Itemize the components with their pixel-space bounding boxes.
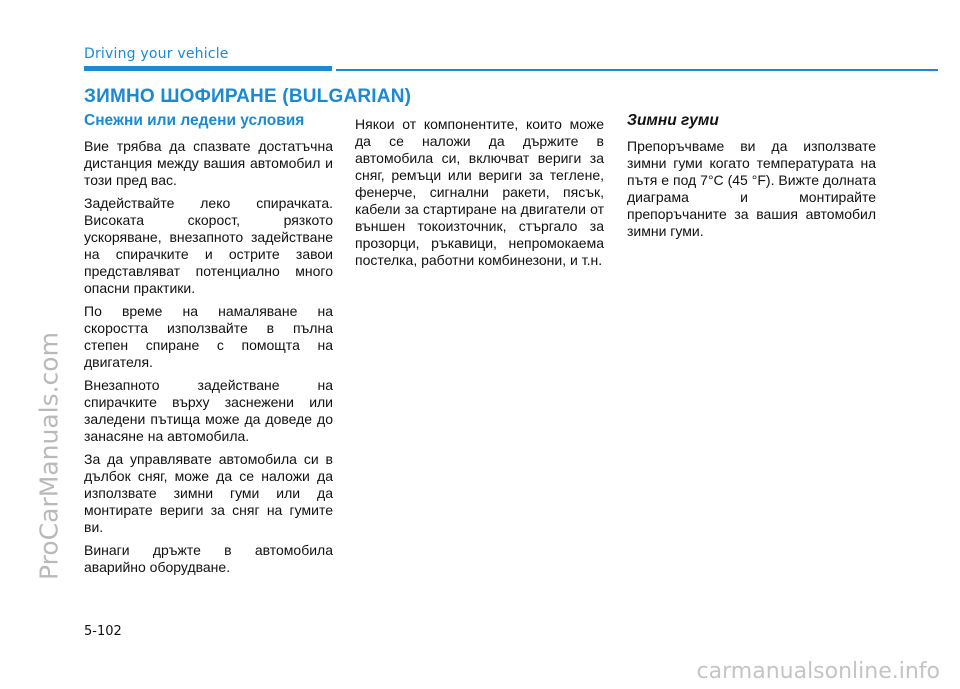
paragraph: Препоръчваме ви да използвате зимни гуми когато температурата на пътя е под 7°C (45 °F). Вижте долната диаграма и монтирайте препоръчаните за вашия автомобил зимни гуми.	[627, 138, 876, 239]
paragraph: Задействайте леко спирачката. Високата скорост, рязкото ускоряване, внезапното задействане на спирачките и острите завои представляват потенциално много опасни практики.	[84, 195, 333, 296]
chapter-title: Driving your vehicle	[84, 46, 229, 62]
page-number: 5-102	[84, 624, 122, 639]
paragraph: Внезапното задействане на спирачките върху заснежени или заледени пътища може да доведе до занасяне на автомобила.	[84, 377, 333, 444]
subheading-snow-ice: Снежни или ледени условия	[84, 112, 305, 129]
chapter-bar-thin	[336, 69, 938, 71]
paragraph: Вие трябва да спазвате достатъчна дистанция между вашия автомобил и този пред вас.	[84, 138, 333, 188]
paragraph: За да управлявате автомобила си в дълбок сняг, може да се наложи да използвате зимни гуми или да монтирате вериги за сняг на гумите ви.	[84, 451, 333, 535]
text-column-2	[355, 116, 604, 275]
paragraph: Винаги дръжте в автомобила аварийно оборудване.	[84, 542, 333, 575]
section-title: ЗИМНО ШОФИРАНЕ (BULGARIAN)	[84, 86, 412, 107]
chapter-bar-thick	[84, 66, 332, 71]
bottom-watermark: carmanualsonline.info	[696, 659, 940, 684]
paragraph: По време на намаляване на скоростта използвайте в пълна степен спиране с помощта на двигателя.	[84, 303, 333, 370]
side-watermark: ProCarManuals.com	[34, 332, 64, 580]
paragraph: Някои от компонентите, които може да се наложи да държите в автомобила си, включват вериги за сняг, ремъци или вериги за теглене, фенерче, сигнални ракети, пясък, кабели за стартиране на двигатели от външен токоизточник, стъргало за прозорци, ръкавици, непромокаема постелка, работни комбинезони, и т.н.	[355, 116, 604, 268]
subheading-winter-tires: Зимни гуми	[627, 112, 719, 129]
text-column-1	[84, 112, 333, 582]
text-column-3	[627, 112, 876, 246]
